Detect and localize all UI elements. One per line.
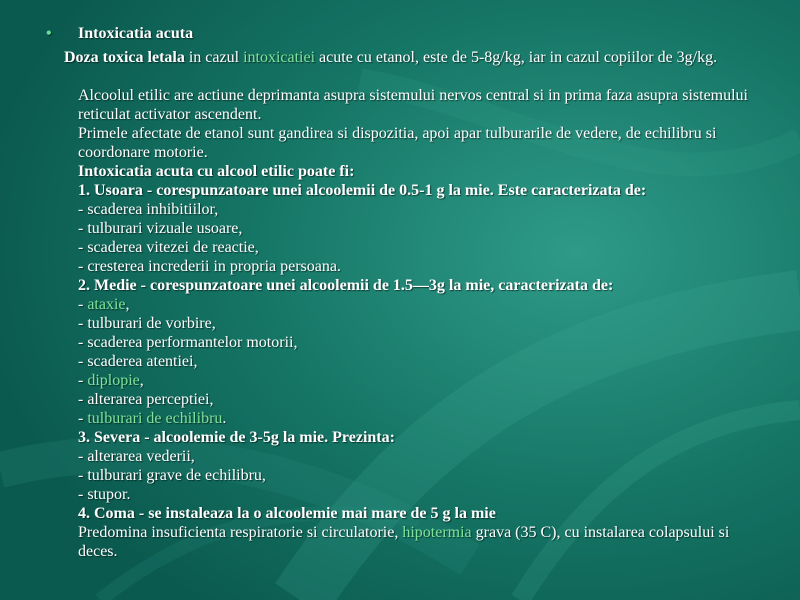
severity-2-item [78, 371, 768, 390]
bullet-title [46, 24, 193, 43]
severity-3-item: - tulburari grave de echilibru, [78, 467, 266, 484]
punct: , [139, 372, 144, 389]
intro-bold: Doza toxica letala [64, 49, 185, 66]
diplopie-highlight: diplopie [87, 372, 140, 389]
severity-1-item: - tulburari vizuale usoare, [78, 220, 243, 237]
slide-body [64, 48, 768, 561]
dash: - [78, 372, 88, 389]
severity-2-item: - alterarea perceptiei, [78, 391, 214, 408]
severity-3-title: 3. Severa - alcoolemie de 3-5g la mie. Prezinta: [78, 429, 395, 446]
severity-3-item: - alterarea vederii, [78, 448, 195, 465]
severity-3-item: - stupor. [78, 486, 131, 503]
severity-4-title: 4. Coma - se instaleaza la o alcoolemie mai mare de 5 g la mie [78, 505, 496, 522]
paragraph-2: Primele afectate de etanol sunt gandirea si dispozitia, apoi apar tulburarile de vedere, de echilibru si coordonare motorie. [78, 125, 717, 161]
severity-4-text [78, 523, 768, 561]
coma-text-2: grava (35 C), cu instalarea colapsului si deces. [78, 524, 730, 560]
coma-text-1: Predomina insuficienta respiratorie si circulatorie, [78, 524, 403, 541]
punct: . [222, 410, 227, 427]
severity-1-item: - scaderea vitezei de reactie, [78, 239, 259, 256]
severity-1-title: 1. Usoara - corespunzatoare unei alcoolemii de 0.5-1 g la mie. Este caracterizata de: [78, 182, 647, 199]
dash: - [78, 410, 88, 427]
severity-2-title: 2. Medie - corespunzatoare unei alcoolemii de 1.5—3g la mie, caracterizata de: [78, 277, 614, 294]
intro-text-2: acute cu etanol, este de 5-8g/kg, iar in cazul copiilor de 3g/kg. [315, 49, 718, 66]
intro-text-1: in cazul [184, 49, 244, 66]
severity-1-item: - cresterea increderii in propria persoana. [78, 258, 341, 275]
severity-1-item: - scaderea inhibitiilor, [78, 201, 219, 218]
intro-highlight: intoxicatiei [243, 49, 316, 66]
ataxie-highlight: ataxie [87, 296, 126, 313]
severity-2-item: - tulburari de vorbire, [78, 315, 216, 332]
severity-2-item: - scaderea atentiei, [78, 353, 198, 370]
severity-2-item [78, 295, 768, 314]
severity-2-item [78, 409, 768, 428]
hipotermia-highlight: hipotermia [402, 524, 472, 541]
paragraph-1: Alcoolul etilic are actiune deprimanta asupra sistemului nervos central si in prima faza asupra sistemului reticulat activator ascendent. [78, 87, 748, 123]
bullet-title-text: Intoxicatia acuta [78, 25, 194, 42]
dash: - [78, 296, 88, 313]
intro-paragraph [64, 48, 768, 67]
section-heading: Intoxicatia acuta cu alcool etilic poate fi: [78, 163, 355, 180]
bullet-dot-icon: • [46, 25, 52, 42]
punct: , [125, 296, 130, 313]
severity-2-item: - scaderea performantelor motorii, [78, 334, 298, 351]
echilibru-highlight: tulburari de echilibru [87, 410, 223, 427]
